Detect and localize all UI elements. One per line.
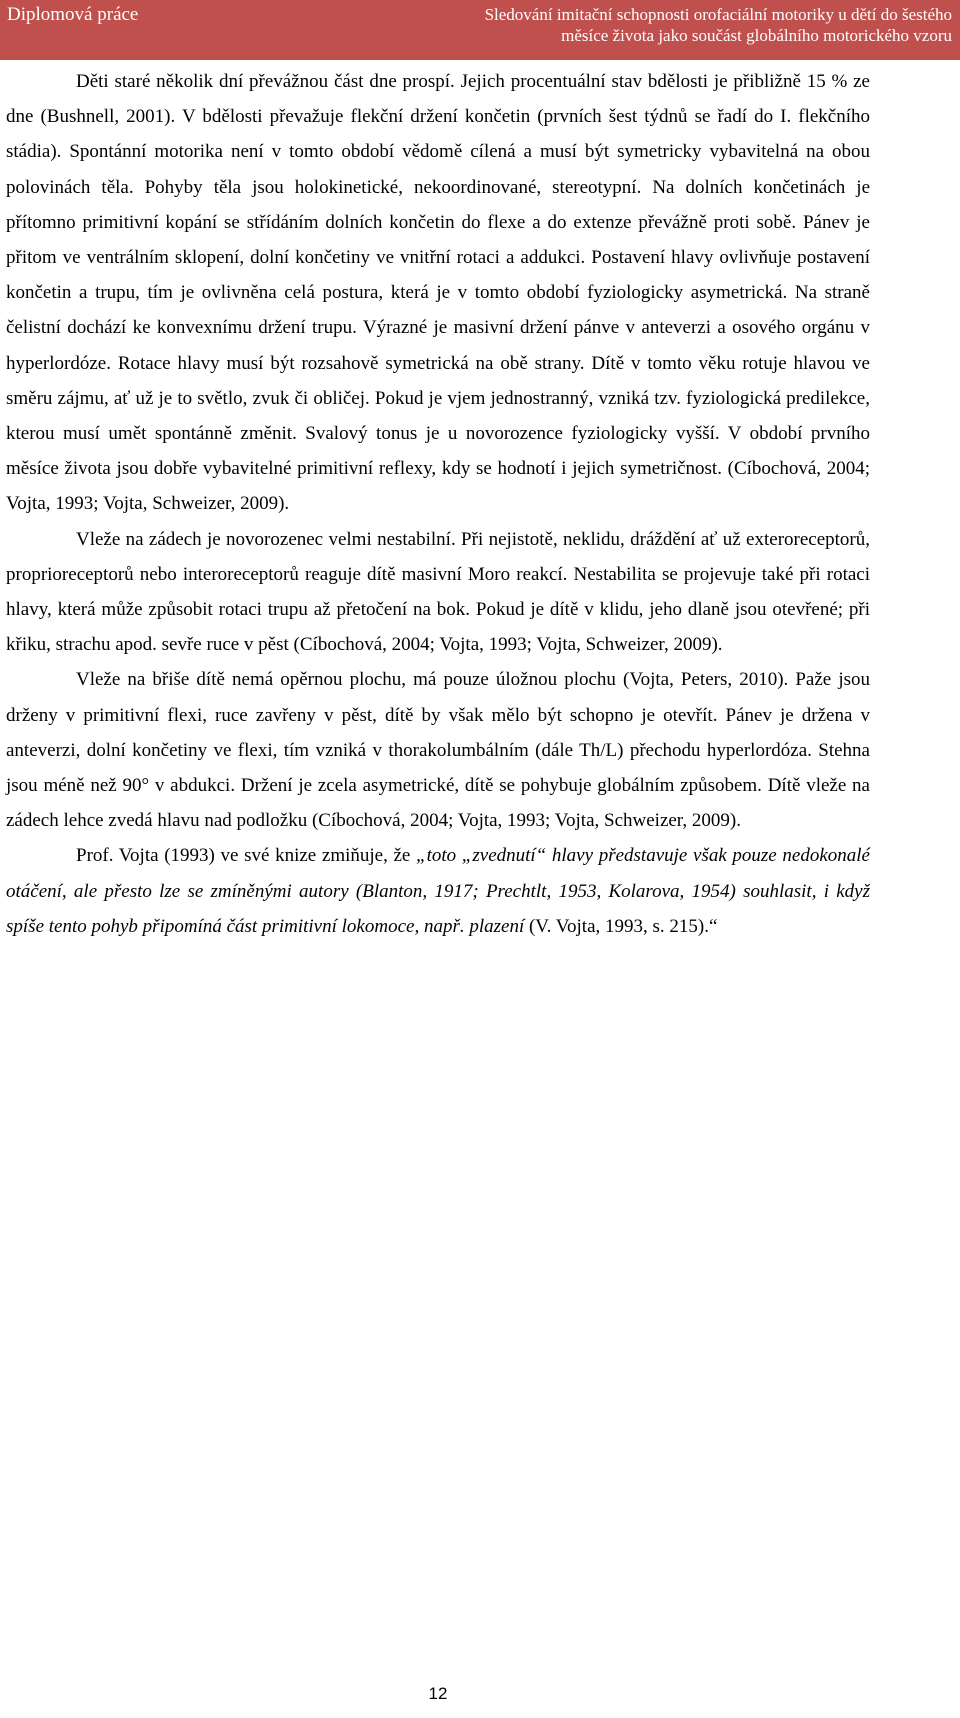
page-number: 12 (428, 1684, 448, 1703)
paragraph-4-intro: Prof. Vojta (1993) ve své knize zmiňuje, že (76, 845, 417, 867)
paragraph-1: Děti staré několik dní převážnou část dne prospí. Jejich procentuální stav bdělosti je přibližně 15 % ze dne (Bushnell, 2001). V bdělosti převažuje flekční držení končetin (prvních šest týdnů se řadí do I. flekčního stádia). Spontánní motorika není v tomto období vědomě cílená a musí být symetricky vybavitelná na obou polovinách těla. Pohyby těla jsou holokinetické, nekoordinované, stereotypní. Na dolních končetinách je přítomno primitivní kopání se střídáním dolních končetin do flexe a do extenze převážně proti sobě. Pánev je přitom ve ventrálním sklopení, dolní končetiny ve vnitřní rotaci a addukci. Postavení hlavy ovlivňuje postavení končetin a trupu, tím je ovlivněna celá postura, která je v tomto období fyziologicky asymetrická. Na straně čelistní dochází ke konvexnímu držení trupu. Výrazné je masivní držení pánve v anteverzi a osového orgánu v hyperlordóze. Rotace hlavy musí být rozsahově symetrická na obě strany. Dítě v tomto věku rotuje hlavou ve směru zájmu, ať už je to světlo, zvuk či obličej. Pokud je vjem jednostranný, vzniká tzv. fyziologická predilekce, kterou musí umět spontánně změnit. Svalový tonus je u novorozence fyziologicky vyšší. V období prvního měsíce života jsou dobře vybavitelné primitivní reflexy, kdy se hodnotí i jejich symetričnost. (Cíbochová, 2004; Vojta, 1993; Vojta, Schweizer, 2009). (6, 71, 870, 515)
paragraph-4-quote: „toto „zvednutí“ hlavy představuje však pouze nedokonalé otáčení, ale přesto lze se zmíněnými autory (Blanton, 1917; Prechtlt, 1953, Kolarova, 1954) souhlasit, i když spíše tento pohyb připomíná část primitivní lokomoce, např. plazení (6, 845, 870, 937)
running-header (0, 0, 960, 60)
header-thesis-title (302, 4, 952, 46)
paragraph-4 (6, 838, 870, 944)
paragraph-3: Vleže na břiše dítě nemá opěrnou plochu, má pouze úložnou plochu (Vojta, Peters, 2010). Paže jsou drženy v primitivní flexi, ruce zavřeny v pěst, dítě by však mělo být schopno je otevřít. Pánev je držena v anteverzi, dolní končetiny ve flexi, tím vzniká v thorakolumbálním (dále Th/L) přechodu hyperlordóza. Stehna jsou méně než 90° v abdukci. Držení je zcela asymetrické, dítě se pohybuje globálním způsobem. Dítě vleže na zádech lehce zvedá hlavu nad podložku (Cíbochová, 2004; Vojta, 1993; Vojta, Schweizer, 2009). (6, 669, 870, 832)
page-body (6, 64, 870, 944)
header-document-type: Diplomová práce (7, 4, 139, 25)
paragraph-4-citation: (V. Vojta, 1993, s. 215).“ (524, 915, 718, 937)
paragraph-2: Vleže na zádech je novorozenec velmi nestabilní. Při nejistotě, neklidu, dráždění ať už exteroreceptorů, proprioreceptorů nebo interoreceptorů reaguje dítě masivní Moro reakcí. Nestabilita se projevuje také při rotaci hlavy, která může způsobit rotaci trupu až přetočení na bok. Pokud je dítě v klidu, jeho dlaně jsou otevřené; při křiku, strachu apod. sevře ruce v pěst (Cíbochová, 2004; Vojta, 1993; Vojta, Schweizer, 2009). (6, 528, 870, 656)
header-title-line-2: měsíce života jako součást globálního motorického vzoru (561, 26, 952, 45)
header-title-line-1: Sledování imitační schopnosti orofaciální motoriky u dětí do šestého (484, 5, 952, 24)
